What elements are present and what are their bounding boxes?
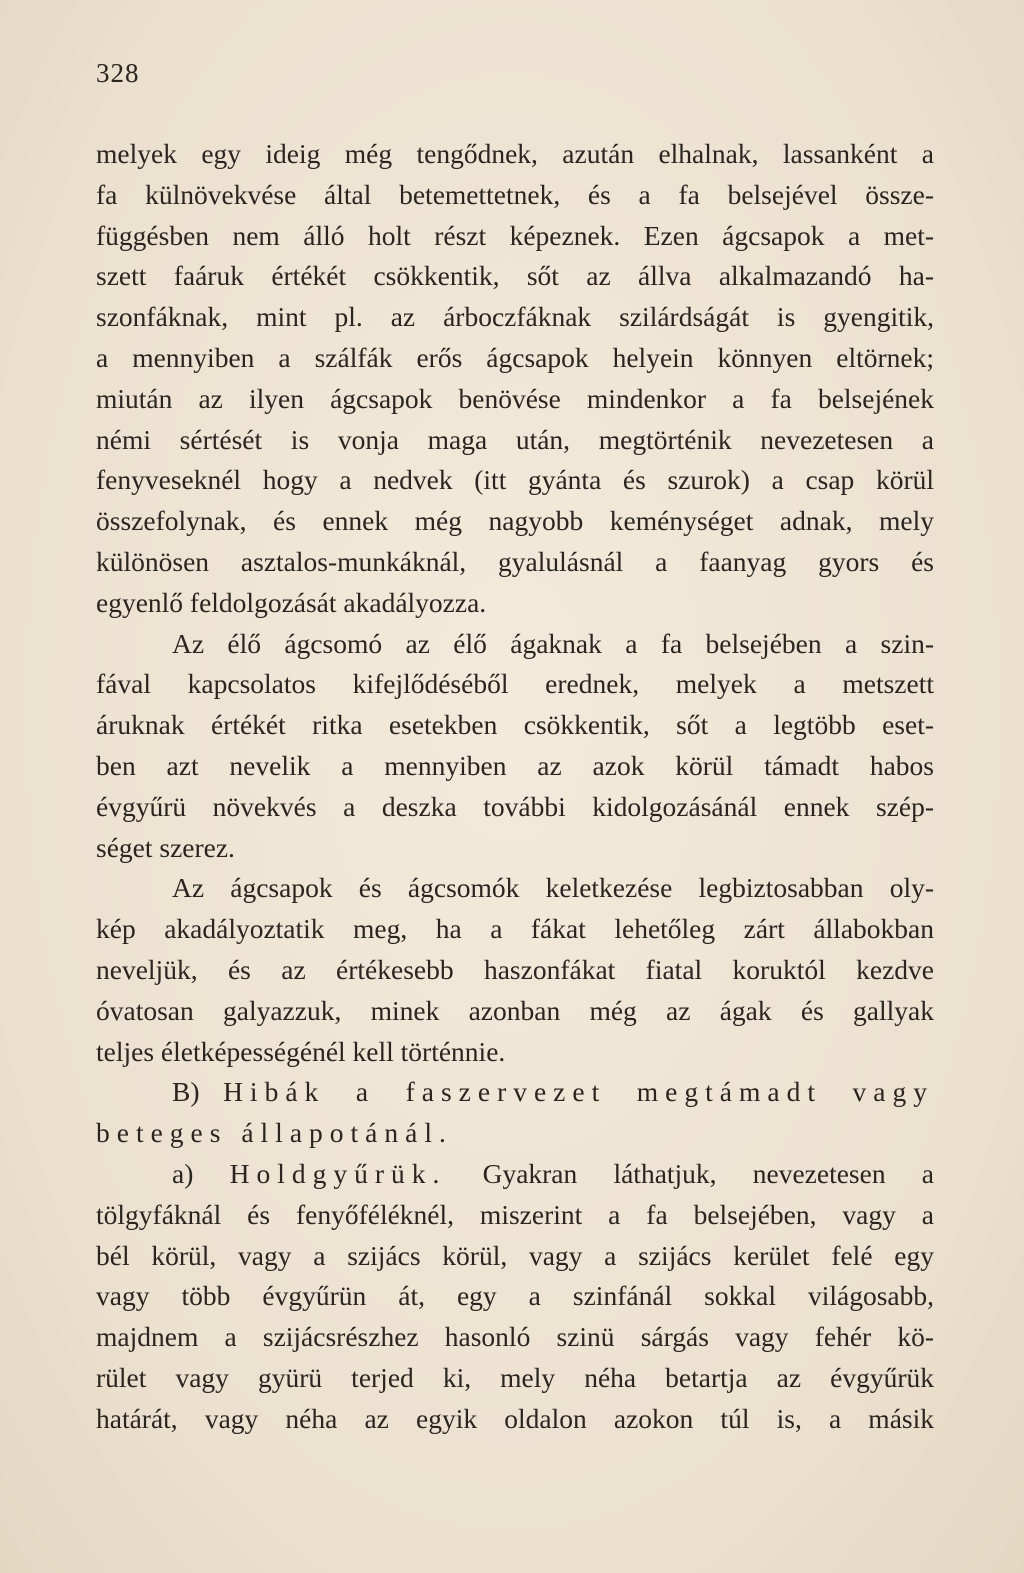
text-line: összefolynak, és ennek még nagyobb keménységet adnak, mely xyxy=(96,505,934,537)
subsection-a-prefix: a) xyxy=(172,1157,194,1189)
text-line: kép akadályoztatik meg, ha a fákat lehetőleg zárt állabokban xyxy=(96,913,934,945)
text-line: áruknak értékét ritka esetekben csökkentik, sőt a legtöbb eset- xyxy=(96,709,934,741)
paragraph-start-line: Az ágcsapok és ágcsomók keletkezése legbiztosabban oly- xyxy=(172,872,934,904)
text-line: függésben nem álló holt részt képeznek. Ezen ágcsapok a met- xyxy=(96,219,934,251)
paragraph-start-line: Az élő ágcsomó az élő ágaknak a fa belsejében a szin- xyxy=(172,627,934,659)
subsection-a-text: Gyakran láthatjuk, nevezetesen a xyxy=(482,1157,934,1189)
text-line: a mennyiben a szálfák erős ágcsapok helyein könnyen eltörnek; xyxy=(96,341,934,373)
text-line: rület vagy gyürü terjed ki, mely néha betartja az évgyűrük xyxy=(96,1361,934,1393)
text-line: neveljük, és az értékesebb haszonfákat fiatal koruktól kezdve xyxy=(96,953,934,985)
section-heading-b xyxy=(96,1072,934,1113)
text-line: vagy több évgyűrün át, egy a szinfánál sokkal világosabb, xyxy=(96,1280,934,1312)
text-line: egyenlő feldolgozását akadályozza. xyxy=(96,586,487,618)
page-number: 328 xyxy=(96,58,140,88)
text-line: melyek egy ideig még tengődnek, azután elhalnak, lassanként a xyxy=(96,138,934,169)
section-heading-b-title: Hibák a faszervezet megtámadt vagy xyxy=(223,1076,934,1108)
subsection-heading-a xyxy=(96,1154,934,1195)
text-line: évgyűrü növekvés a deszka további kidolgozásánál ennek szép- xyxy=(96,790,934,822)
text-line: szonfáknak, mint pl. az árboczfáknak szilárdságát is gyengitik, xyxy=(96,301,934,333)
text-line: majdnem a szijácsrészhez hasonló szinü sárgás vagy fehér kö- xyxy=(96,1321,934,1353)
text-line: fával kapcsolatos kifejlődéséből erednek, melyek a metszett xyxy=(96,668,934,700)
section-heading-b-title-cont: beteges állapotánál. xyxy=(96,1117,453,1149)
text-line: miután az ilyen ágcsapok benövése mindenkor a fa belsejének xyxy=(96,382,934,414)
section-heading-b-prefix: B) xyxy=(172,1076,200,1108)
text-line: bél körül, vagy a szijács körül, vagy a szijács kerület felé egy xyxy=(96,1239,934,1271)
text-line: óvatosan galyazzuk, minek azonban még az ágak és gallyak xyxy=(96,994,934,1026)
text-line: fenyveseknél hogy a nedvek (itt gyánta és szurok) a csap körül xyxy=(96,464,934,496)
text-line: fa külnövekvése által betemettetnek, és a fa belsejével össze- xyxy=(96,178,934,210)
text-line: séget szerez. xyxy=(96,831,235,863)
text-line: szett faáruk értékét csökkentik, sőt az állva alkalmazandó ha- xyxy=(96,260,934,292)
text-line: teljes életképességénél kell történnie. xyxy=(96,1035,506,1067)
text-line: különösen asztalos-munkáknál, gyalulásnál a faanyag gyors és xyxy=(96,545,934,577)
body-text xyxy=(96,134,934,1440)
text-line: tölgyfáknál és fenyőféléknél, miszerint a fa belsejében, vagy a xyxy=(96,1198,934,1230)
text-line: némi sértését is vonja maga után, megtörténik nevezetesen a xyxy=(96,423,934,455)
text-line: határát, vagy néha az egyik oldalon azokon túl is, a másik xyxy=(96,1402,934,1434)
subsection-a-title: Holdgyűrük. xyxy=(229,1157,447,1189)
text-line: ben azt nevelik a mennyiben az azok körül támadt habos xyxy=(96,749,934,781)
